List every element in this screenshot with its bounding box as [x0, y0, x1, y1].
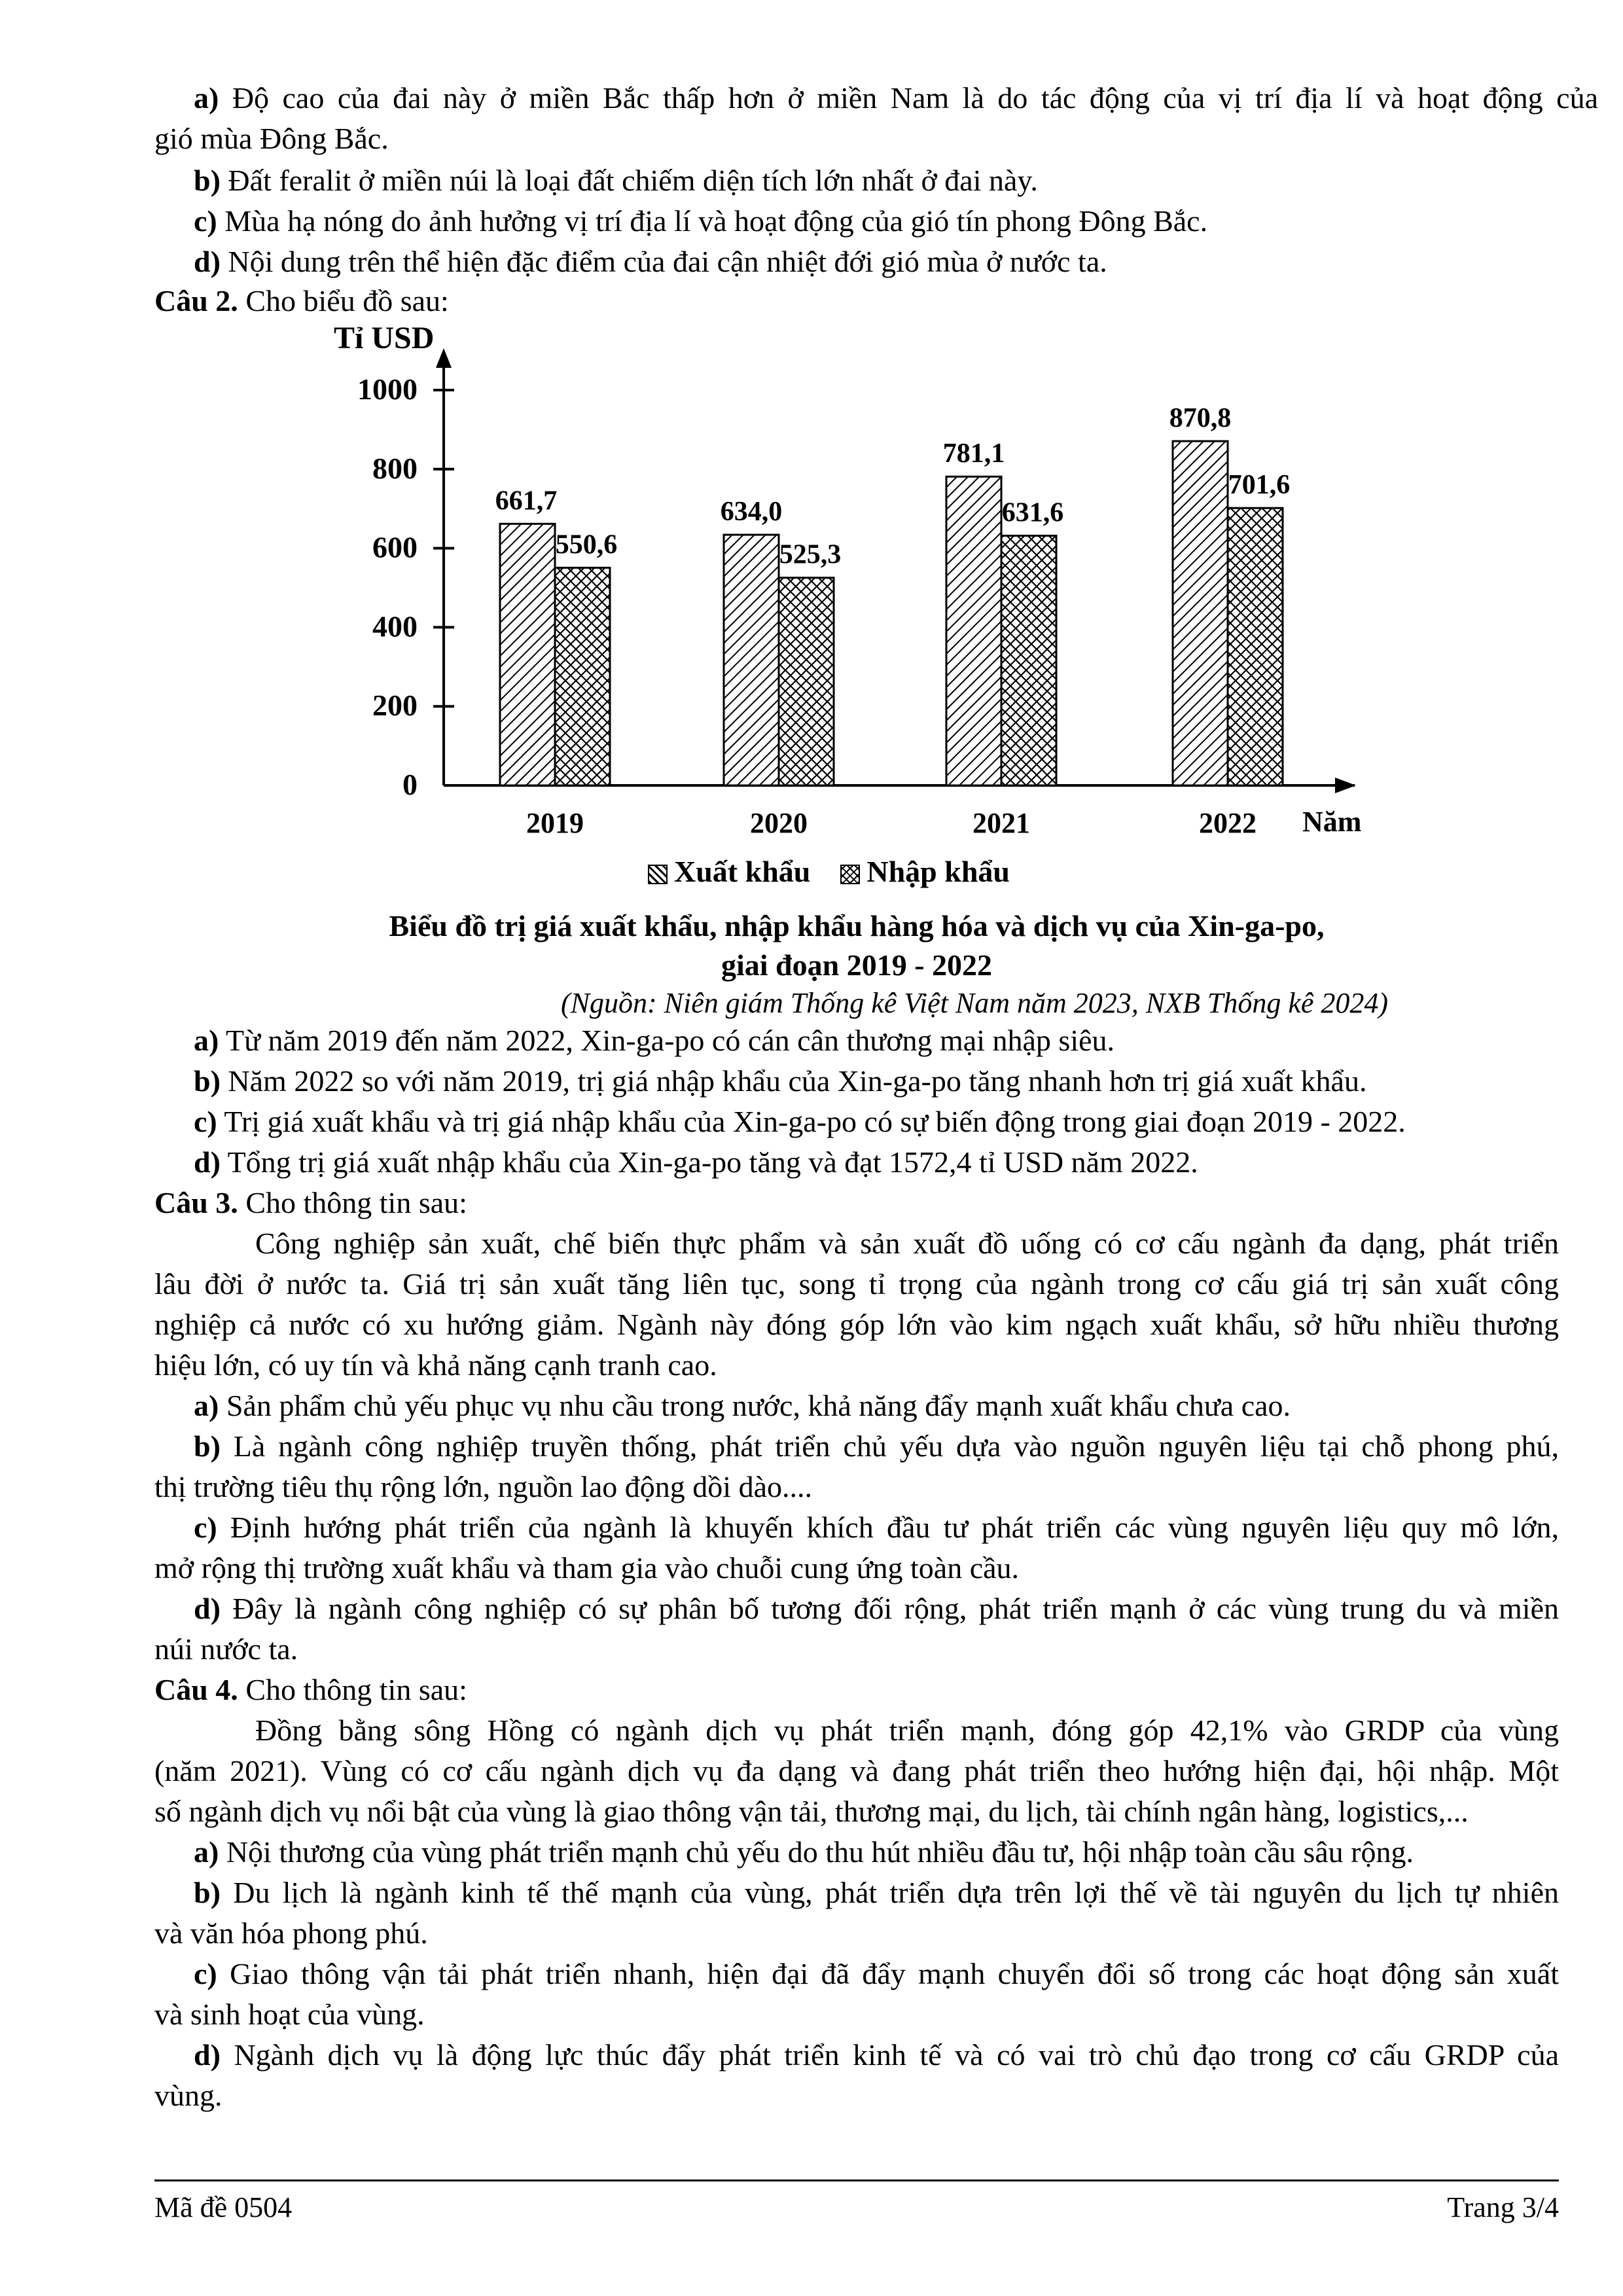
data-label: 634,0 — [720, 497, 783, 528]
chart-caption-line-1: Biểu đồ trị giá xuất khẩu, nhập khẩu hàng hóa và dịch vụ của Xin-ga-po, — [389, 909, 1325, 942]
option-label: d) — [194, 245, 221, 278]
option-label: a) — [194, 1024, 219, 1057]
option-label: d) — [194, 1592, 221, 1625]
option-text: Định hướng phát triển của ngành là khuyến khích đầu tư phát triển các vùng nguyên liệu quy mô lớn, — [230, 1511, 1560, 1544]
q3-option-a — [194, 1386, 1598, 1426]
q4-option-c — [194, 1954, 1559, 1994]
q3-para-line-1: Công nghiệp sản xuất, chế biến thực phẩm và sản xuất đồ uống có cơ cấu ngành đa dạng, phát triển — [255, 1227, 1559, 1260]
x-tick-label: 2021 — [972, 807, 1030, 839]
bar-nhap-khau — [1228, 508, 1283, 785]
bar-nhap-khau — [1001, 536, 1056, 785]
chart-legend — [648, 854, 1010, 889]
y-tick-label: 1000 — [357, 372, 418, 406]
data-label: 550,6 — [555, 529, 618, 560]
option-text: Đây là ngành công nghiệp có sự phân bố tương đối rộng, phát triển mạnh ở các vùng trung du và miền — [232, 1592, 1559, 1625]
legend-label-xuat-khau: Xuất khẩu — [674, 855, 811, 888]
q1-option-a-cont: gió mùa Đông Bắc. — [154, 122, 389, 155]
question-prompt: Cho thông tin sau: — [245, 1186, 467, 1219]
page-number: Trang 3/4 — [1447, 2191, 1559, 2223]
option-label: b) — [194, 164, 221, 197]
option-label: b) — [194, 1064, 221, 1098]
option-label: c) — [194, 1957, 217, 1990]
option-text: Đất feralit ở miền núi là loại đất chiếm diện tích lớn nhất ở đai này. — [228, 164, 1038, 197]
q4-option-a — [194, 1833, 1598, 1872]
bar-chart — [0, 0, 1623, 929]
option-label: c) — [194, 204, 217, 238]
data-label: 781,1 — [942, 439, 1005, 469]
legend-swatch-xuat-khau — [648, 865, 668, 884]
bar-xuat-khau — [500, 524, 555, 785]
bar-xuat-khau — [724, 535, 779, 785]
q3-heading — [154, 1183, 1559, 1223]
q4-option-d-cont: vùng. — [154, 2079, 223, 2112]
option-text: Nội dung trên thể hiện đặc điểm của đai cận nhiệt đới gió mùa ở nước ta. — [228, 245, 1107, 278]
q4-heading — [154, 1670, 1559, 1710]
y-tick-label: 200 — [372, 689, 418, 723]
question-prompt: Cho biểu đồ sau: — [245, 284, 449, 317]
bar-nhap-khau — [779, 578, 834, 785]
q3-para-line-2: lâu đời ở nước ta. Giá trị sản xuất tăng liên tục, song tỉ trọng của ngành trong cơ cấu giá trị sản xuất công — [154, 1267, 1559, 1300]
option-text: Mùa hạ nóng do ảnh hưởng vị trí địa lí và hoạt động của gió tín phong Đông Bắc. — [224, 204, 1208, 238]
legend-swatch-nhap-khau — [840, 865, 860, 884]
x-axis-arrow — [1335, 778, 1356, 793]
chart-caption-line-2: giai đoạn 2019 - 2022 — [721, 948, 993, 982]
y-tick-label: 800 — [372, 451, 418, 485]
x-axis-title: Năm — [1302, 806, 1362, 838]
q2-option-d — [194, 1143, 1598, 1182]
x-tick-label: 2020 — [750, 807, 808, 839]
option-label: c) — [194, 1511, 217, 1544]
q4-option-c-cont: và sinh hoạt của vùng. — [154, 1998, 425, 2031]
q3-option-c-cont: mở rộng thị trường xuất khẩu và tham gia vào chuỗi cung ứng toàn cầu. — [154, 1551, 1020, 1585]
data-label: 870,8 — [1169, 403, 1232, 434]
q3-para-line-3: nghiệp cả nước có xu hướng giảm. Ngành này đóng góp lớn vào kim ngạch xuất khẩu, sở hữu nhiều thương — [154, 1308, 1559, 1341]
q4-option-b — [194, 1873, 1559, 1912]
x-tick-label: 2022 — [1199, 807, 1257, 839]
option-label: a) — [194, 1835, 219, 1869]
question-label: Câu 2. — [154, 284, 238, 317]
y-tick-label: 0 — [402, 768, 418, 801]
bar-xuat-khau — [946, 476, 1001, 785]
option-text: Ngành dịch vụ là động lực thúc đẩy phát triển kinh tế và có vai trò chủ đạo trong cơ cấu GRDP của — [234, 2038, 1560, 2072]
y-tick-label: 600 — [372, 530, 418, 564]
bar-xuat-khau — [1173, 441, 1228, 785]
legend-label-nhap-khau: Nhập khẩu — [866, 855, 1010, 888]
x-tick-label: 2019 — [526, 807, 584, 839]
q4-option-b-cont: và văn hóa phong phú. — [154, 1916, 428, 1950]
q3-option-b-cont: thị trường tiêu thụ rộng lớn, nguồn lao động dồi dào.... — [154, 1470, 812, 1503]
data-label: 701,6 — [1228, 470, 1291, 501]
option-label: a) — [194, 1389, 219, 1422]
option-text: Là ngành công nghiệp truyền thống, phát triển chủ yếu dựa vào nguồn nguyên liệu tại chỗ phong phú, — [233, 1429, 1560, 1463]
option-text: Năm 2022 so với năm 2019, trị giá nhập khẩu của Xin-ga-po tăng nhanh hơn trị giá xuất khẩu. — [228, 1064, 1367, 1098]
option-text: Tổng trị giá xuất nhập khẩu của Xin-ga-po tăng và đạt 1572,4 tỉ USD năm 2022. — [227, 1145, 1198, 1179]
option-text: Nội thương của vùng phát triển mạnh chủ yếu do thu hút nhiều đầu tư, hội nhập toàn cầu sâu rộng. — [226, 1835, 1414, 1869]
question-label: Câu 4. — [154, 1673, 238, 1706]
option-label: d) — [194, 2038, 221, 2072]
data-label: 631,6 — [1001, 497, 1064, 528]
question-label: Câu 3. — [154, 1186, 238, 1219]
option-text: Trị giá xuất khẩu và trị giá nhập khẩu của Xin-ga-po có sự biến động trong giai đoạn 2019 - 2022. — [224, 1105, 1406, 1138]
data-label: 525,3 — [779, 539, 842, 570]
option-label: b) — [194, 1876, 221, 1909]
data-label: 661,7 — [495, 486, 558, 516]
q3-option-c — [194, 1508, 1559, 1547]
question-prompt: Cho thông tin sau: — [245, 1673, 467, 1706]
q4-option-d — [194, 2036, 1559, 2075]
y-axis-arrow — [436, 348, 452, 368]
footer-divider — [154, 2179, 1559, 2181]
option-label: c) — [194, 1105, 217, 1138]
q3-para-line-4: hiệu lớn, có uy tín và khả năng cạnh tranh cao. — [154, 1348, 717, 1382]
q3-option-d — [194, 1589, 1559, 1628]
q4-para-line-2: (năm 2021). Vùng có cơ cấu ngành dịch vụ đa dạng và đang phát triển theo hướng hiện đại, hội nhập. Một — [154, 1754, 1559, 1787]
q3-option-b — [194, 1427, 1559, 1466]
y-axis-title: Tỉ USD — [334, 321, 435, 355]
option-label: b) — [194, 1429, 221, 1463]
y-tick-label: 400 — [372, 609, 418, 643]
option-label: d) — [194, 1145, 221, 1179]
q4-para-line-1: Đồng bằng sông Hồng có ngành dịch vụ phát triển mạnh, đóng góp 42,1% vào GRDP của vùng — [255, 1713, 1559, 1747]
option-label: a) — [194, 81, 219, 115]
chart-source: (Nguồn: Niên giám Thống kê Việt Nam năm 2023, NXB Thống kê 2024) — [560, 987, 1389, 1019]
q2-option-a — [194, 1021, 1598, 1060]
q4-para-line-3: số ngành dịch vụ nổi bật của vùng là giao thông vận tải, thương mại, du lịch, tài chính ngân hàng, logistics,... — [154, 1795, 1469, 1828]
option-text: Độ cao của đai này ở miền Bắc thấp hơn ở miền Nam là do tác động của vị trí địa lí và hoạt động của — [232, 81, 1598, 115]
bar-nhap-khau — [555, 567, 610, 785]
option-text: Du lịch là ngành kinh tế thế mạnh của vùng, phát triển dựa trên lợi thế về tài nguyên du lịch tự nhiên — [233, 1876, 1560, 1909]
option-text: Từ năm 2019 đến năm 2022, Xin-ga-po có cán cân thương mại nhập siêu. — [226, 1024, 1115, 1057]
q2-option-b — [194, 1062, 1598, 1101]
option-text: Sản phẩm chủ yếu phục vụ nhu cầu trong nước, khả năng đẩy mạnh xuất khẩu chưa cao. — [226, 1389, 1291, 1422]
option-text: Giao thông vận tải phát triển nhanh, hiện đại đã đẩy mạnh chuyển đổi số trong các hoạt động sản xuất — [230, 1957, 1560, 1990]
q3-option-d-cont: núi nước ta. — [154, 1632, 298, 1666]
q2-option-c — [194, 1102, 1598, 1141]
exam-code: Mã đề 0504 — [154, 2191, 293, 2223]
